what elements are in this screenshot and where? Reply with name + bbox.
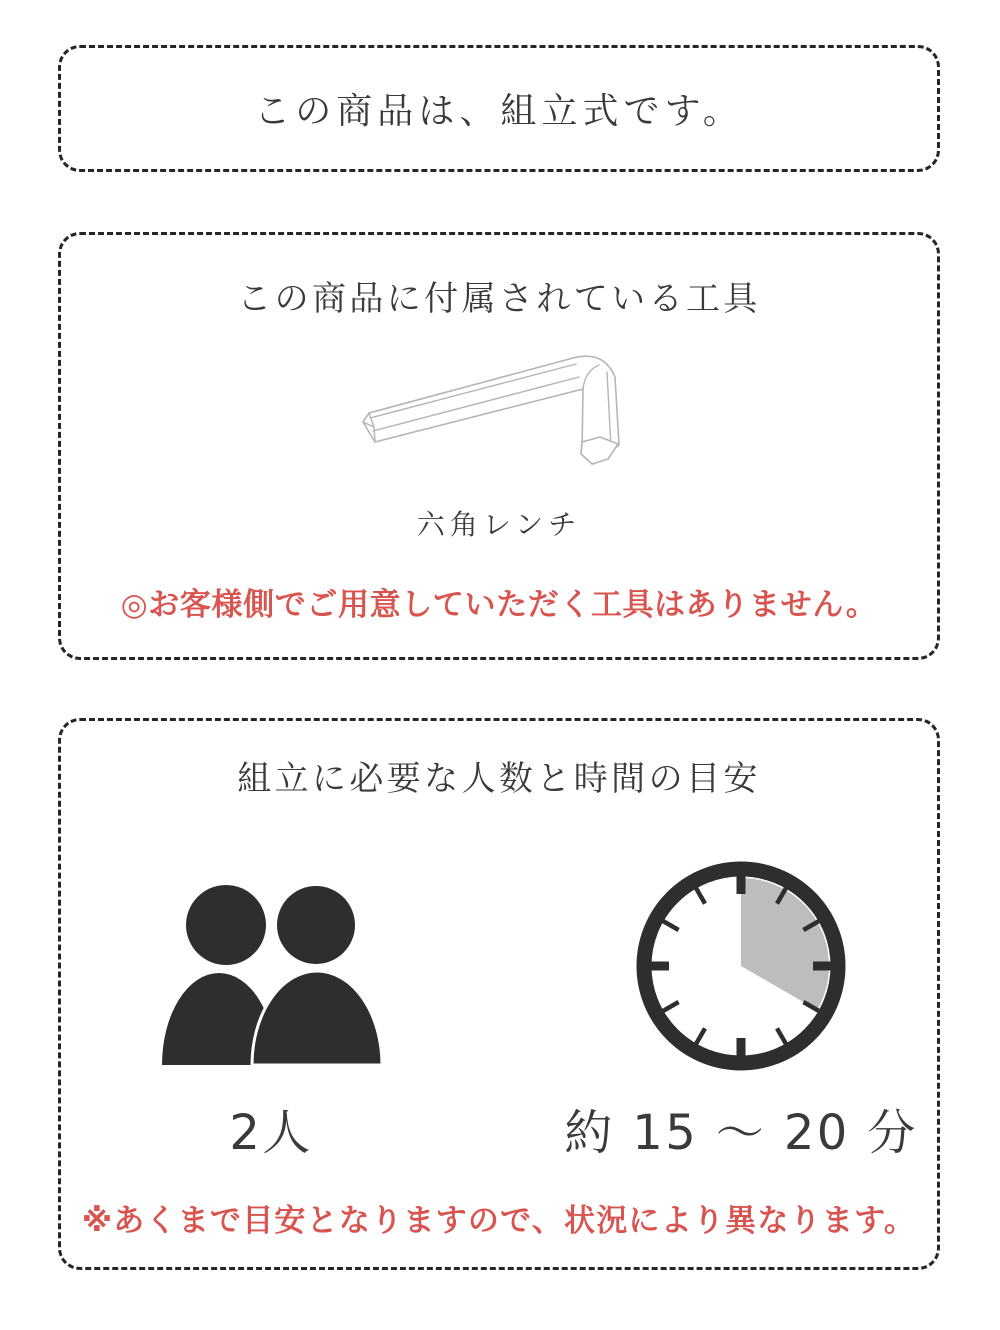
assembly-notice-text: この商品は、組立式です。 — [254, 91, 744, 132]
assembly-requirements-box — [58, 718, 940, 1270]
time-group — [511, 856, 971, 1163]
person-left-head — [186, 885, 266, 965]
people-group — [121, 861, 421, 1163]
two-people-icon — [156, 863, 386, 1068]
assembly-notice-box — [58, 45, 940, 172]
person-right-body — [252, 971, 382, 1065]
tools-section-title: この商品に付属されている工具 — [237, 279, 761, 319]
requirements-section-title: 組立に必要な人数と時間の目安 — [237, 759, 761, 799]
hex-wrench-icon — [358, 347, 678, 482]
people-count-label: 2人 — [229, 1105, 313, 1161]
tools-note-text: ◎お客様側でご用意していただく工具はありません。 — [120, 587, 878, 623]
hex-wrench-drawing — [358, 347, 678, 482]
wrench-end-cap — [581, 437, 618, 464]
clock-icon — [631, 856, 851, 1076]
requirements-note-text: ※あくまで目安となりますので、状況により異なります。 — [81, 1203, 917, 1239]
person-right-head — [277, 886, 355, 964]
tool-name-label: 六角レンチ — [416, 508, 582, 541]
time-estimate-label: 約 15 〜 20 分 — [564, 1105, 918, 1161]
included-tools-box — [58, 232, 940, 660]
